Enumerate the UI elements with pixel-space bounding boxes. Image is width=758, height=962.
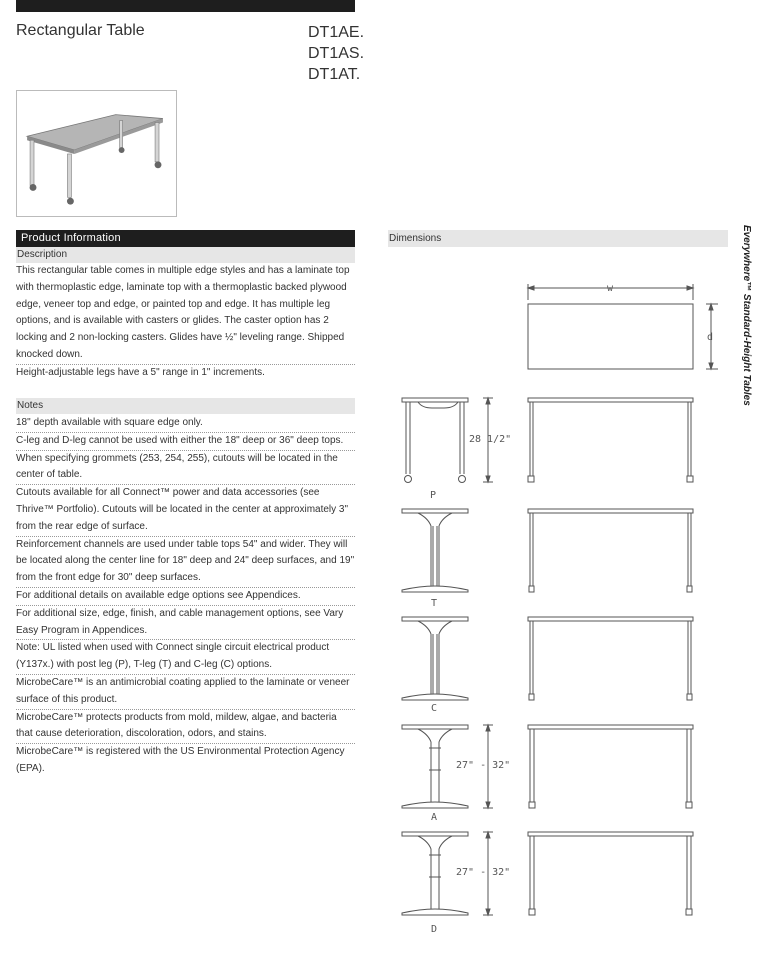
note-item: C-leg and D-leg cannot be used with either the 18" deep or 36" deep tops. <box>16 433 355 451</box>
leg-height-label: 27" - 32" <box>456 760 511 771</box>
leg-option-p <box>402 398 693 501</box>
width-label: w <box>607 283 614 294</box>
leg-option-c <box>402 617 693 714</box>
note-item: Cutouts available for all Connect™ power and data accessories (see Thrive™ Portfolio). Cutouts will be located in the center at approximately 3" from the rear edge of surface. <box>16 485 355 536</box>
product-codes <box>308 22 364 85</box>
table-illustration <box>17 91 176 216</box>
description-paragraph: Height-adjustable legs have a 5" range in 1" increments. <box>16 366 265 378</box>
leg-option-t <box>402 509 693 609</box>
dimensions-heading: Dimensions <box>388 230 728 247</box>
description-paragraph: This rectangular table comes in multiple edge styles and has a laminate top with thermoplastic edge, laminate top with a thermoplastic backed plywood edge, veneer top and edge, or painted top and edge. It has multiple leg options, and is available with casters or glides. The caster option has 2 locking and 2 non-locking casters. Glides have ½" leveling range. Shipped knocked down. <box>16 263 355 365</box>
note-item: MicrobeCare™ is registered with the US Environmental Protection Agency (EPA). <box>16 746 345 774</box>
note-item: MicrobeCare™ is an antimicrobial coating applied to the laminate or veneer surface of this product. <box>16 675 355 710</box>
note-item: When specifying grommets (253, 254, 255), cutouts will be located in the center of table. <box>16 451 355 486</box>
note-item: Reinforcement channels are used under table tops 54" and wider. They will be located along the center line for 18" deep and 24" deep surfaces, and 19" from the front edge for 30" deep surfaces. <box>16 537 355 588</box>
depth-label: d <box>707 332 714 343</box>
note-item: For additional details on available edge options see Appendices. <box>16 588 355 606</box>
sidebar-title <box>740 225 754 415</box>
product-code: DT1AT. <box>308 66 361 83</box>
note-item: Note: UL listed when used with Connect single circuit electrical product (Y137x.) with post leg (P), T-leg (T) and C-leg (C) options. <box>16 640 355 675</box>
leg-letter: C <box>431 703 438 714</box>
dimension-drawings <box>388 270 728 950</box>
description-heading: Description <box>16 247 355 263</box>
product-image <box>16 90 177 217</box>
notes-block <box>16 415 355 778</box>
note-item: For additional size, edge, finish, and cable management options, see Vary Easy Program in Appendices. <box>16 606 355 641</box>
leg-letter: D <box>431 924 438 935</box>
leg-letter: T <box>431 598 438 609</box>
leg-height-label: 27" - 32" <box>456 867 511 878</box>
leg-letter: P <box>430 490 437 501</box>
note-item: 18" depth available with square edge only. <box>16 415 355 433</box>
leg-height-label: 28 1/2" <box>469 434 512 445</box>
description-block <box>16 263 355 382</box>
header-bar <box>16 0 355 12</box>
sidebar-text: Everywhere™ Standard-Height Tables <box>741 225 752 406</box>
product-code: DT1AS. <box>308 45 365 62</box>
plan-view <box>528 283 718 369</box>
page-title: Rectangular Table <box>16 22 145 39</box>
leg-letter: A <box>431 812 438 823</box>
leg-option-a <box>402 725 693 823</box>
leg-option-d <box>402 832 693 935</box>
notes-heading: Notes <box>16 398 355 414</box>
product-code: DT1AE. <box>308 24 365 41</box>
product-information-heading: Product Information <box>16 230 355 247</box>
note-item: MicrobeCare™ protects products from mold, mildew, algae, and bacteria that cause deterioration, discoloration, odors, and stains. <box>16 710 355 745</box>
